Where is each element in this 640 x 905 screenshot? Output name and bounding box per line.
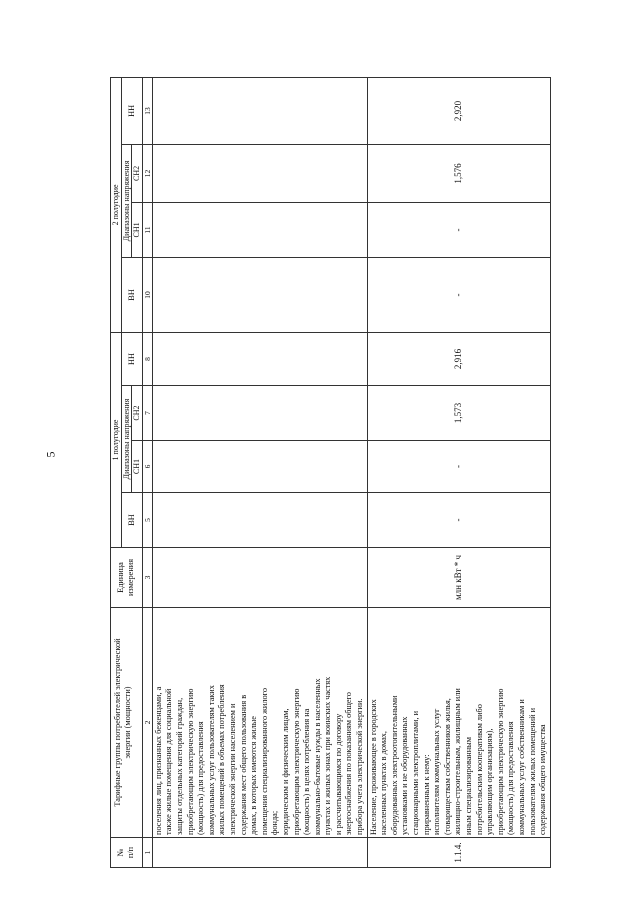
col-number: 11 [142, 202, 152, 257]
row-number [152, 838, 367, 868]
value-h1-sn2: 1,573 [367, 386, 550, 441]
row-unit: млн кВт * ч [367, 548, 550, 608]
col-number: 7 [142, 386, 152, 441]
header-vn-1: ВН [121, 493, 142, 548]
value-h2-vn: - [367, 257, 550, 332]
col-number: 8 [142, 332, 152, 385]
header-ranges-2: Диапазоны напряжения [121, 144, 132, 257]
header-group: Тарифные группы потребителей электрической энергии (мощности) [111, 608, 143, 838]
table-row [367, 77, 550, 867]
value-h1-sn1 [152, 441, 367, 493]
header-sn1-1: СН1 [132, 441, 143, 493]
col-number: 2 [142, 608, 152, 838]
value-h2-sn2 [152, 144, 367, 202]
value-h2-sn2: 1,576 [367, 144, 550, 202]
value-h2-vn [152, 257, 367, 332]
header-nn-2: НН [121, 77, 142, 144]
value-h2-sn1: - [367, 202, 550, 257]
value-h1-sn2 [152, 386, 367, 441]
header-sn1-2: СН1 [132, 202, 143, 257]
row-number: 1.1.4. [367, 838, 550, 868]
col-number: 12 [142, 144, 152, 202]
header-ranges-1: Диапазоны напряжения [121, 386, 132, 493]
page-number: 5 [43, 451, 58, 458]
col-number: 5 [142, 493, 152, 548]
col-number: 13 [142, 77, 152, 144]
col-number: 1 [142, 838, 152, 868]
value-h2-sn1 [152, 202, 367, 257]
header-number: № п/п [111, 838, 143, 868]
rotated-table-container [110, 78, 580, 868]
row-description: поселения лиц, признанных беженцами, а также жилые помещения для социальной защиты отдельных категорий граждан, приобретающим электрическую энергию (мощность) для предоставления коммунальных услуг пользователям таких жилых помещений в объемах потребления электрической энергии населением и содержания мест общего пользования в домах, в которых имеются жилые помещения специализированного жилого фонда; юридическим и физическим лицам, приобретающим электрическую энергию (мощность) в целях потребления на коммунально-бытовые нужды в населенных пунктах и жилых зонах при воинских частях и рассчитывающимся по договору энергоснабжения по показаниям общего прибора учета электрической энергии. [152, 608, 367, 838]
value-h1-sn1: - [367, 441, 550, 493]
value-h1-vn: - [367, 493, 550, 548]
value-h2-nn: 2,920 [367, 77, 550, 144]
row-description: Население, проживающее в городских населенных пунктах в домах, оборудованных электроотопительными установками и не оборудованных стационарными электроплитами, и приравненным к нему: исполнителям коммунальных услуг (товариществам собственников жилья, жилищно-строительным, жилищным или иным специализированным потребительским кооперативам либо управляющим организациям), приобретающим электрическую энергию (мощность) для предоставления коммунальных услуг собственникам и пользователям жилых помещений и содержания общего имущества [367, 608, 550, 838]
tariff-table [110, 77, 551, 868]
table-row [152, 77, 367, 867]
header-half-1: 1 полугодие [111, 332, 122, 547]
col-number: 6 [142, 441, 152, 493]
value-h1-nn [152, 332, 367, 385]
header-sn2-1: СН2 [132, 386, 143, 441]
header-unit: Единица измерения [111, 548, 143, 608]
value-h1-vn [152, 493, 367, 548]
header-half-2: 2 полугодие [111, 77, 122, 332]
header-sn2-2: СН2 [132, 144, 143, 202]
value-h2-nn [152, 77, 367, 144]
col-number: 3 [142, 548, 152, 608]
value-h1-nn: 2,916 [367, 332, 550, 385]
header-vn-2: ВН [121, 257, 142, 332]
header-nn-1: НН [121, 332, 142, 385]
row-unit [152, 548, 367, 608]
col-number: 10 [142, 257, 152, 332]
